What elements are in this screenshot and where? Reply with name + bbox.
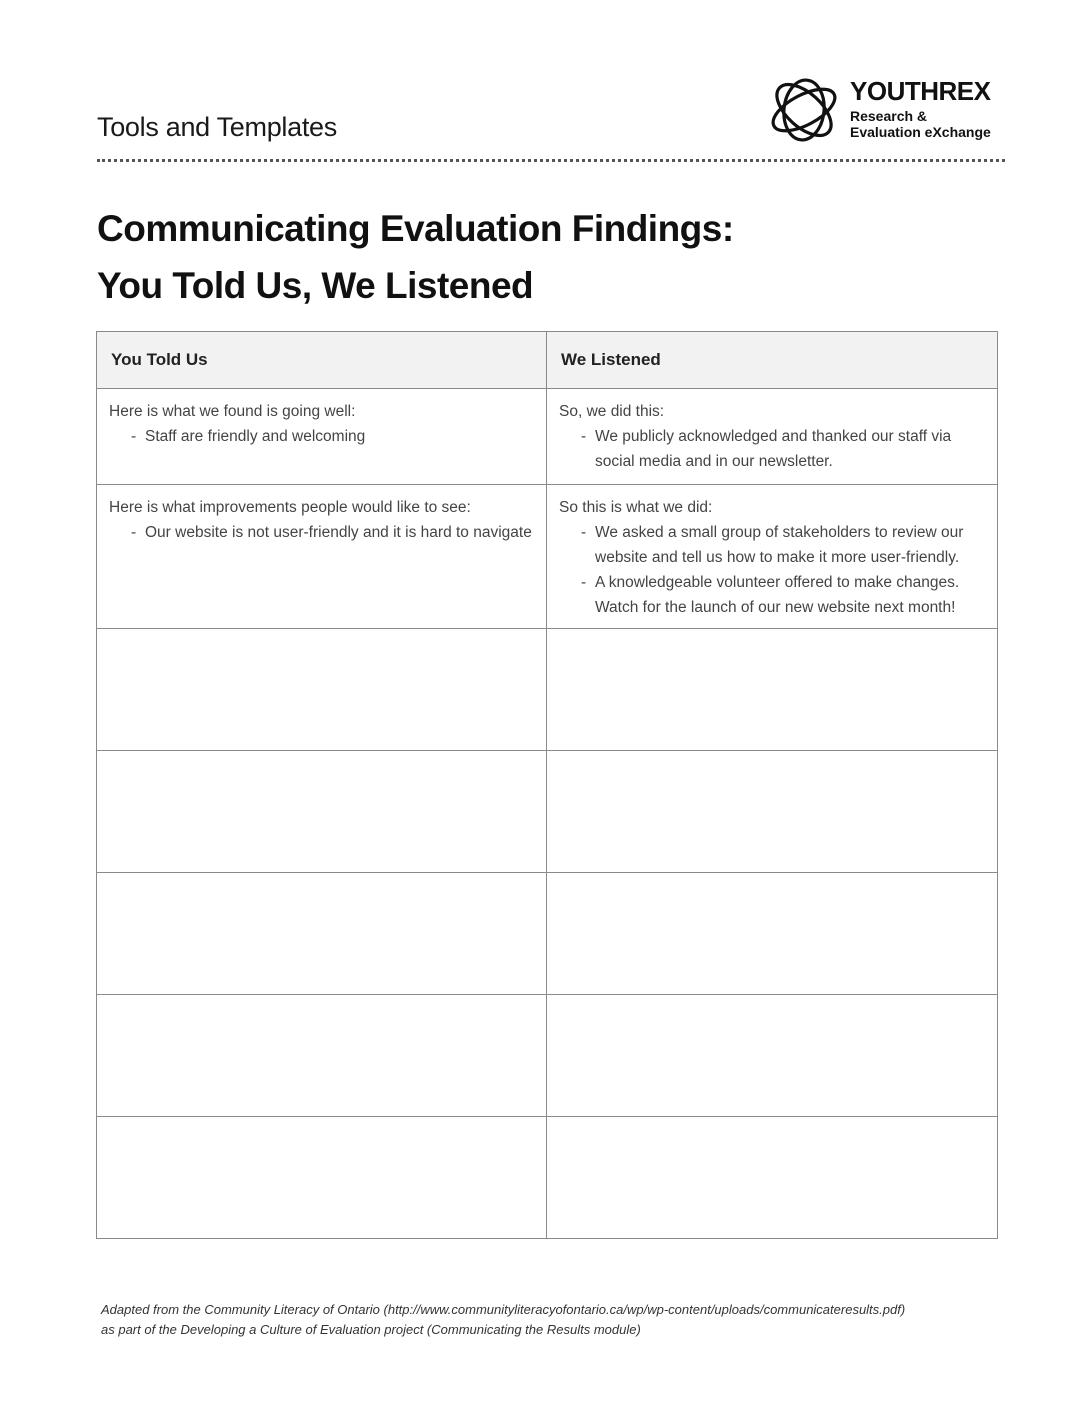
blank-listened-cell[interactable] bbox=[547, 751, 998, 873]
attribution-line2: as part of the Developing a Culture of Evaluation project (Communicating the Results module) bbox=[101, 1322, 641, 1337]
logo-name: YOUTHREX bbox=[850, 76, 991, 106]
listened-cell bbox=[547, 485, 998, 629]
blank-listened-cell[interactable] bbox=[547, 873, 998, 995]
table-row bbox=[97, 389, 998, 485]
told-listened-table bbox=[96, 331, 998, 1239]
blank-told-cell[interactable] bbox=[97, 995, 547, 1117]
page-title-line1: Communicating Evaluation Findings: bbox=[97, 208, 734, 249]
blank-listened-cell[interactable] bbox=[547, 629, 998, 751]
told-list bbox=[109, 424, 534, 449]
column-header-we-listened: We Listened bbox=[547, 332, 998, 389]
blank-row bbox=[97, 1117, 998, 1239]
section-label: Tools and Templates bbox=[97, 112, 337, 142]
page-title-line2: You Told Us, We Listened bbox=[97, 265, 534, 306]
youthrex-logo bbox=[766, 72, 1006, 148]
list-item: - A knowledgeable volunteer offered to make changes. Watch for the launch of our new website next month! bbox=[559, 570, 985, 620]
blank-row bbox=[97, 751, 998, 873]
blank-told-cell[interactable] bbox=[97, 873, 547, 995]
listened-list bbox=[559, 520, 985, 620]
header-divider bbox=[97, 159, 1005, 162]
blank-listened-cell[interactable] bbox=[547, 995, 998, 1117]
blank-told-cell[interactable] bbox=[97, 1117, 547, 1239]
blank-told-cell[interactable] bbox=[97, 751, 547, 873]
list-item: - Staff are friendly and welcoming bbox=[109, 424, 534, 449]
column-header-you-told-us: You Told Us bbox=[97, 332, 547, 389]
listened-intro: So, we did this: bbox=[559, 403, 665, 420]
told-intro: Here is what improvements people would like to see: bbox=[109, 499, 471, 516]
orbit-rings-icon bbox=[766, 72, 842, 148]
table-row bbox=[97, 485, 998, 629]
blank-told-cell[interactable] bbox=[97, 629, 547, 751]
attribution-line1: Adapted from the Community Literacy of Ontario (http://www.communityliteracyofontario.ca/wp/wp-content/uploads/communicateresults.pdf) bbox=[101, 1302, 906, 1317]
listened-list bbox=[559, 424, 985, 474]
page-title bbox=[97, 200, 997, 314]
blank-row bbox=[97, 873, 998, 995]
table-header-row bbox=[97, 332, 998, 389]
list-item: - Our website is not user-friendly and it is hard to navigate bbox=[109, 520, 534, 545]
blank-listened-cell[interactable] bbox=[547, 1117, 998, 1239]
told-cell bbox=[97, 485, 547, 629]
listened-intro: So this is what we did: bbox=[559, 499, 713, 516]
attribution-footer bbox=[101, 1300, 1001, 1340]
told-cell bbox=[97, 389, 547, 485]
blank-row bbox=[97, 995, 998, 1117]
told-list bbox=[109, 520, 534, 545]
listened-cell bbox=[547, 389, 998, 485]
list-item: - We asked a small group of stakeholders to review our website and tell us how to make it more user-friendly. bbox=[559, 520, 985, 570]
logo-subtitle-line1: Research & bbox=[850, 108, 928, 124]
logo-subtitle-line2: Evaluation eXchange bbox=[850, 124, 991, 140]
told-intro: Here is what we found is going well: bbox=[109, 403, 356, 420]
list-item: - We publicly acknowledged and thanked our staff via social media and in our newsletter. bbox=[559, 424, 985, 474]
blank-row bbox=[97, 629, 998, 751]
